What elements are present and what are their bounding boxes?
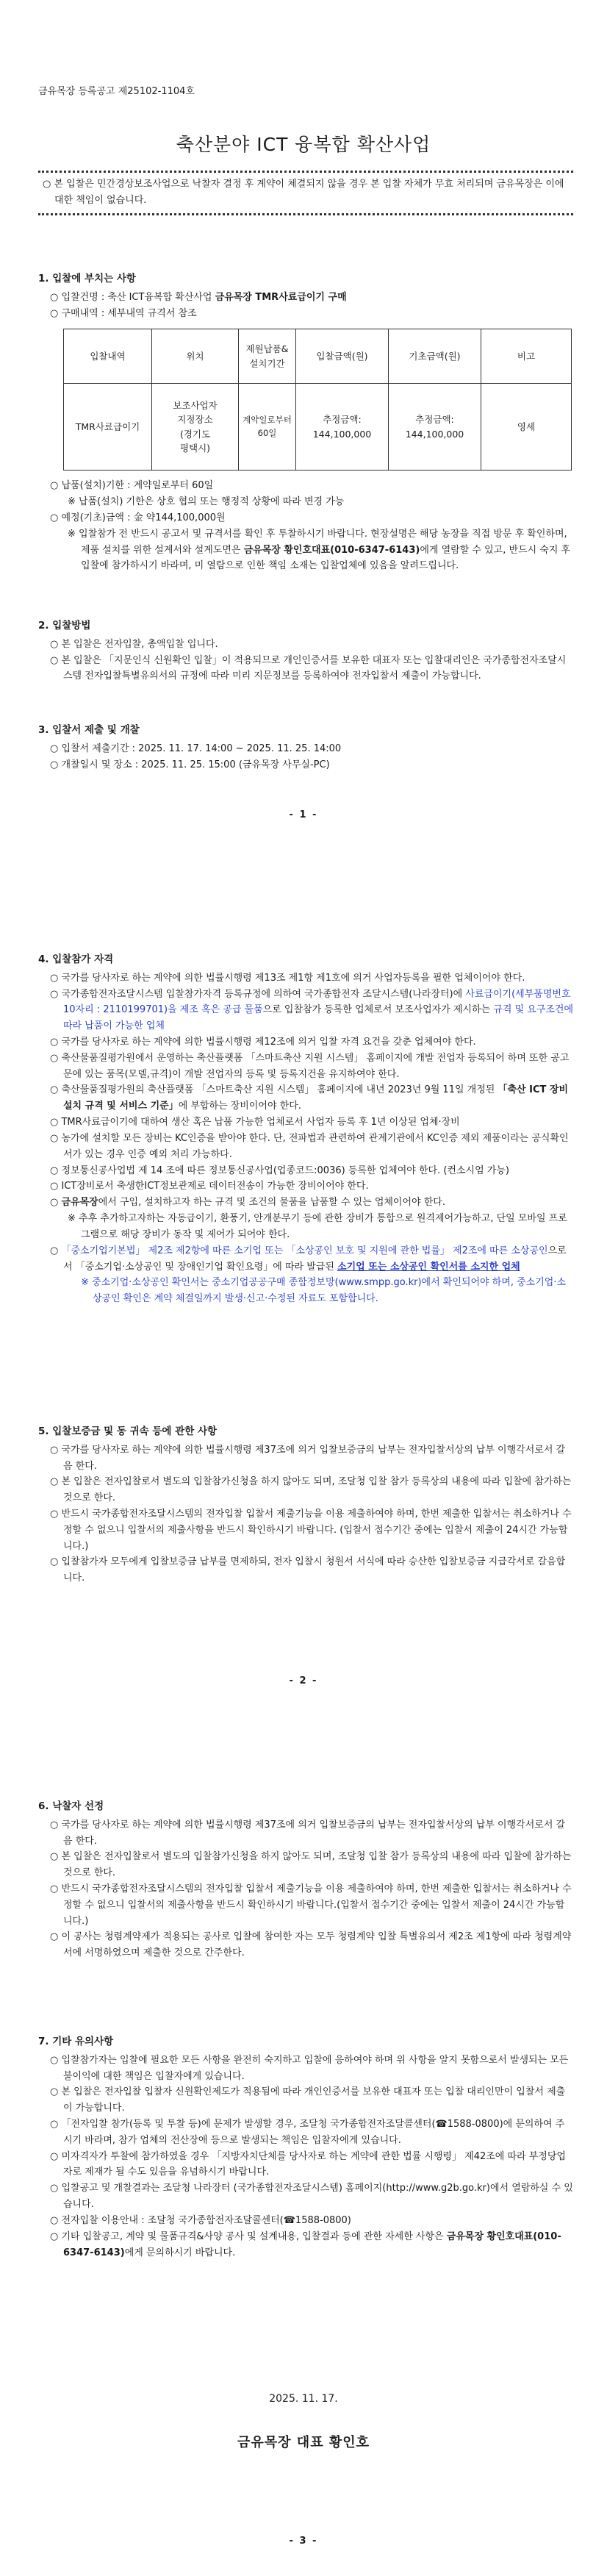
list-item: ○ 이 공사는 청렴계약제가 적용되는 공사로 입찰에 참여한 자는 모두 청렴계약 입찰 특별유의서 제2조 제1항에 따라 청렴계약서에 서명하였으며 제출한 것으로 간주한다. bbox=[50, 1931, 572, 1959]
section-heading: 2. 입찰방법 bbox=[38, 620, 91, 632]
list-item: ○ 농가에 설치할 모든 장비는 KC인증을 받아야 한다. 단, 전파법과 관련하여 관계기관에서 KC인증 제외 제품이라는 공식확인서가 있는 경우 인증 예외 처리 가능하다. bbox=[50, 1132, 569, 1160]
list-item: ○ 국가를 당사자로 하는 계약에 의한 법률시행령 제13조 제1항 제1호에 의거 사업자등록을 필한 업체이어야 한다. bbox=[50, 972, 525, 984]
section-2 bbox=[38, 618, 573, 684]
list-note: ※ 중소기업·소상공인 확인서는 중소기업공공구매 종합정보망(www.smpp.go.kr)에서 확인되어야 하며, 중소기업·소상공인 확인은 계약 체결일까지 발생·신고·수정된 자료도 포함합니다. bbox=[81, 1277, 567, 1305]
signer-name: 금유목장 대표 황인호 bbox=[237, 2435, 370, 2450]
list-item: ○ 「중소기업기본법」 제2조 제2항에 따른 소기업 또는 「소상공인 보호 및 지원에 관한 법률」 제2조에 따른 소상공인으로서 「중소기업·소상공인 및 장애인기업 확인요령」에 따라 발급된 소기업 또는 소상공인 확인서를 소지한 업체 bbox=[50, 1245, 567, 1273]
budget-note: ※ 입찰참가 전 반드시 공고서 및 규격서를 확인 후 투찰하시기 바랍니다. 현장설명은 해당 농장을 직접 방문 후 확인하며, 제품 설치를 위한 설계서와 설계도면은 금유목장 황인호대표(010-6347-6143)에게 열람할 수 있고, 반드시 숙지 후 입찰에 참가하시기 바라며, 미 열람으로 인한 책임 소재는 입찰업체에 있음을 알려드립니다. bbox=[68, 528, 571, 572]
section-heading: 6. 낙찰자 선정 bbox=[38, 1800, 104, 1812]
cell-note: 영세 bbox=[481, 384, 572, 471]
section-5 bbox=[38, 1423, 573, 1586]
document-title: 축산분야 ICT 융복합 확산사업 bbox=[176, 134, 431, 155]
list-item: ○ 입찰공고 및 개찰결과는 조달청 나라장터 (국가종합전자조달시스템) 홈페이지(http://www.g2b.go.kr)에서 열람하실 수 있습니다. bbox=[50, 2183, 573, 2211]
page-number: - 2 - bbox=[289, 1675, 318, 1686]
cell-bid-amount: 추정금액: 144,100,000 bbox=[296, 384, 389, 471]
list-item: ○ 본 입찰은 전자입찰 입찰자 신원확인제도가 적용됨에 따라 개인인증서를 보유한 대표자 또는 입찰 대리인만이 입찰서 제출이 가능합니다. bbox=[50, 2086, 566, 2114]
list-item: ○ 본 입찰은 「지문인식 신원확인 입찰」이 적용되므로 개인인증서를 보유한 대표자 또는 입찰대리인은 국가종합전자조달시스템 전자입찰특별유의서의 규정에 따라 미리 지문정보를 등록하여야 전자입찰서 제출이 가능합니다. bbox=[50, 654, 567, 682]
list-note: ※ 추후 추가하고자하는 자동급이기, 환풍기, 안개분무기 등에 관한 장비가 통합으로 원격제어가능하고, 단일 모바일 프로그램으로 해당 장비가 동작 및 제어가 되어야 한다. bbox=[68, 1213, 567, 1240]
table-row bbox=[64, 384, 572, 471]
table-header: 위치 bbox=[152, 329, 239, 384]
list-item: ○ 국가를 당사자로 하는 계약에 의한 법률시행령 제37조에 의거 입찰보증금의 납부는 전자입찰서상의 납부 이행각서로서 갈음 한다. bbox=[50, 1819, 566, 1847]
list-item: ○ 국가종합전자조달시스템 입찰참가자격 등록규정에 의하여 국가종합전자 조달시스템(나라장터)에 사료급이기(세부품명번호 10자리 : 2110199701)을 제조 혹은 공급 물품으로 입찰참가 등록한 업체로서 보조사업자가 제시하는 규격 및 요구조건에 따라 납품이 가능한 업체 bbox=[50, 988, 574, 1032]
page-1 bbox=[0, 0, 607, 859]
list-item: ○ 개찰일시 및 장소 : 2025. 11. 25. 15:00 (금유목장 사무실-PC) bbox=[50, 759, 330, 770]
page-number: - 3 - bbox=[289, 2536, 318, 2547]
cell-period: 계약일로부터 60일 bbox=[239, 384, 296, 471]
list-item: ○ 축산물품질평가원에서 운영하는 축산플랫폼 「스마트축산 지원 시스템」 홈페이지에 개발 전업자 등록되어 하며 또한 공고문에 있는 품목(모델,규격)이 개발 전업자의 등록 및 등록지건을 유지하여야 한다. bbox=[50, 1052, 570, 1080]
purchase-detail: ○ 구매내역 : 세부내역 규격서 참조 bbox=[50, 307, 197, 319]
delivery-note: ※ 납품(설치) 기한은 상호 협의 또는 행정적 상황에 따라 변경 가능 bbox=[68, 496, 345, 508]
cell-location: 보조사업자 지정장소 (경기도 평택시) bbox=[152, 384, 239, 471]
section-heading: 4. 입찰참가 자격 bbox=[38, 954, 114, 965]
table-header: 제원납품& 설치기간 bbox=[239, 329, 296, 384]
notice-number: 금유목장 등록공고 제25102-1104호 bbox=[38, 86, 195, 97]
notice-date: 2025. 11. 17. bbox=[269, 2393, 338, 2405]
intro-notice bbox=[38, 171, 573, 216]
bid-table bbox=[63, 329, 572, 471]
list-item: ○ 본 입찰은 전자입찰, 총액입찰 입니다. bbox=[50, 638, 218, 650]
section-heading: 5. 입찰보증금 및 동 귀속 등에 관한 사항 bbox=[38, 1425, 218, 1437]
list-item: ○ ICT장비로서 축생한ICT정보관제로 데이터전송이 가능한 장비이어야 한다. bbox=[50, 1181, 369, 1192]
list-item: ○ 정보통신공사업법 제 14 조에 따른 정보통신공사업(업종코드:0036) 등록한 업체여야 한다. (컨소시엄 가능) bbox=[50, 1164, 509, 1176]
budget-amount: ○ 예정(기초)금액 : 金 약144,100,000원 bbox=[50, 512, 226, 523]
intro-text: ○ 본 입찰은 민간경상보조사업으로 낙찰자 결정 후 계약이 체결되지 않을 경우 본 입찰 자체가 무효 처리되며 금유목장은 이에 대한 책임이 없습니다. bbox=[43, 179, 564, 206]
list-item: ○ 축산물품질평가원의 축산플랫폼 「스마트축산 지원 시스템」 홈페이지에 내년 2023년 9월 11일 개정된 「축산 ICT 장비 설치 규격 및 서비스 기준」에 부합하는 장비이어야 한다. bbox=[50, 1084, 569, 1112]
section-heading: 3. 입찰서 제출 및 개찰 bbox=[38, 724, 140, 736]
section-1 bbox=[38, 271, 573, 574]
section-heading: 1. 입찰에 부치는 사항 bbox=[38, 273, 136, 285]
list-item: ○ 국가를 당사자로 하는 계약에 의한 법률시행령 제12조에 의거 입찰 자격 요건을 갖춘 업체여야 한다. bbox=[50, 1036, 476, 1048]
list-item: ○ 반드시 국가종합전자조달시스템의 전자입찰 입찰서 제출기능을 이용 제출하여야 하며, 한번 제출한 입찰서는 취소하거나 수정할 수 없으니 입찰서의 제출사항을 반드시 확인하시기 바랍니다.(입찰서 접수기간 중에는 입찰서 제출이 24시간 가능합니다.) bbox=[50, 1883, 572, 1927]
table-header: 입찰금액(원) bbox=[296, 329, 389, 384]
delivery-deadline: ○ 납품(설치)기한 : 계약일로부터 60일 bbox=[50, 480, 214, 492]
page-3 bbox=[0, 1717, 607, 2576]
page-number: - 1 - bbox=[289, 809, 318, 820]
section-4 bbox=[38, 951, 573, 1307]
list-item: ○ 「전자입찰 참가(등록 및 투찰 등)에 문제가 발생할 경우, 조달청 국가종합전자조달콜센터(☎1588-0800)에 문의하여 주시기 바라며, 참가 업체의 전산장애 등으로 발생되는 책임은 입찰자에게 있습니다. bbox=[50, 2118, 565, 2146]
section-6 bbox=[38, 1798, 573, 1961]
list-item: ○ 국가를 당사자로 하는 계약에 의한 법률시행령 제37조에 의거 입찰보증금의 납부는 전자입찰서상의 납부 이행각서로서 갈음 한다. bbox=[50, 1444, 566, 1472]
section-3 bbox=[38, 722, 573, 773]
dotted-divider bbox=[38, 213, 573, 216]
list-item: ○ 금유목장에서 구입, 설치하고자 하는 규격 및 조건의 물품을 납품할 수 있는 업체이어야 한다. bbox=[50, 1197, 445, 1209]
list-item: ○ 미자격자가 투찰에 참가하였을 경우 「지방자치단체를 당사자로 하는 계약에 관한 법률 시행령」 제42조에 따라 부정당업자로 제재가 될 수도 있음을 유념하시기 바랍니다. bbox=[50, 2150, 566, 2178]
table-header: 기초금액(원) bbox=[389, 329, 481, 384]
page-2 bbox=[0, 859, 607, 1717]
list-item: ○ 본 입찰은 전자입찰로서 별도의 입찰참가신청을 하지 않아도 되며, 조달청 입찰 참가 등록상의 내용에 따라 입찰에 참가하는 것으로 한다. bbox=[50, 1476, 572, 1504]
bid-name: ○ 입찰건명 : 축산 ICT융복합 확산사업 금유목장 TMR사료급이기 구매 bbox=[50, 291, 347, 303]
section-7 bbox=[38, 2033, 573, 2261]
list-item: ○ 입찰참가자 모두에게 입찰보증금 납부를 면제하되, 전자 입찰시 청원서 서식에 따라 승산한 입찰보증금 지급각서로 갈음합니다. bbox=[50, 1556, 566, 1584]
list-item: ○ 전자입찰 이용안내 : 조달청 국가종합전자조달콜센터(☎1588-0800) bbox=[50, 2214, 351, 2226]
list-item: ○ TMR사료급이기에 대하여 생산 혹은 납품 가능한 업체로서 사업자 등록 후 1년 이상된 업체·장비 bbox=[50, 1117, 460, 1128]
list-item: ○ 기타 입찰공고, 계약 및 물품규격&사양 공사 및 설계내용, 입찰결과 등에 관한 자세한 사항은 금유목장 황인호대표(010-6347-6143)에게 문의하시기 바랍니다. bbox=[50, 2230, 561, 2258]
list-item: ○ 입찰참가자는 입찰에 필요한 모든 사항을 완전히 숙지하고 입찰에 응하여야 하며 위 사항을 알지 못함으로서 발생되는 모든 불이익에 대한 책임은 입찰자에게 있습니다. bbox=[50, 2054, 569, 2082]
table-header-row bbox=[64, 329, 572, 384]
list-item: ○ 본 입찰은 전자입찰로서 별도의 입찰참가신청을 하지 않아도 되며, 조달청 입찰 참가 등록상의 내용에 따라 입찰에 참가하는 것으로 한다. bbox=[50, 1851, 572, 1879]
cell-item: TMR사료급이기 bbox=[64, 384, 152, 471]
section-heading: 7. 기타 유의사항 bbox=[38, 2036, 114, 2047]
list-item: ○ 입찰서 제출기간 : 2025. 11. 17. 14:00 ~ 2025. 11. 25. 14:00 bbox=[50, 743, 342, 754]
table-header: 비고 bbox=[481, 329, 572, 384]
cell-base-amount: 추정금액: 144,100,000 bbox=[389, 384, 481, 471]
table-header: 입찰내역 bbox=[64, 329, 152, 384]
list-item: ○ 반드시 국가종합전자조달시스템의 전자입찰 입찰서 제출기능을 이용 제출하여야 하며, 한번 제출한 입찰서는 취소하거나 수정할 수 없으니 입찰서의 제출사항을 반드시 확인하시기 바랍니다. (입찰서 접수기간 중에는 입찰서 제출이 24시간 가능합니다.) bbox=[50, 1508, 572, 1552]
